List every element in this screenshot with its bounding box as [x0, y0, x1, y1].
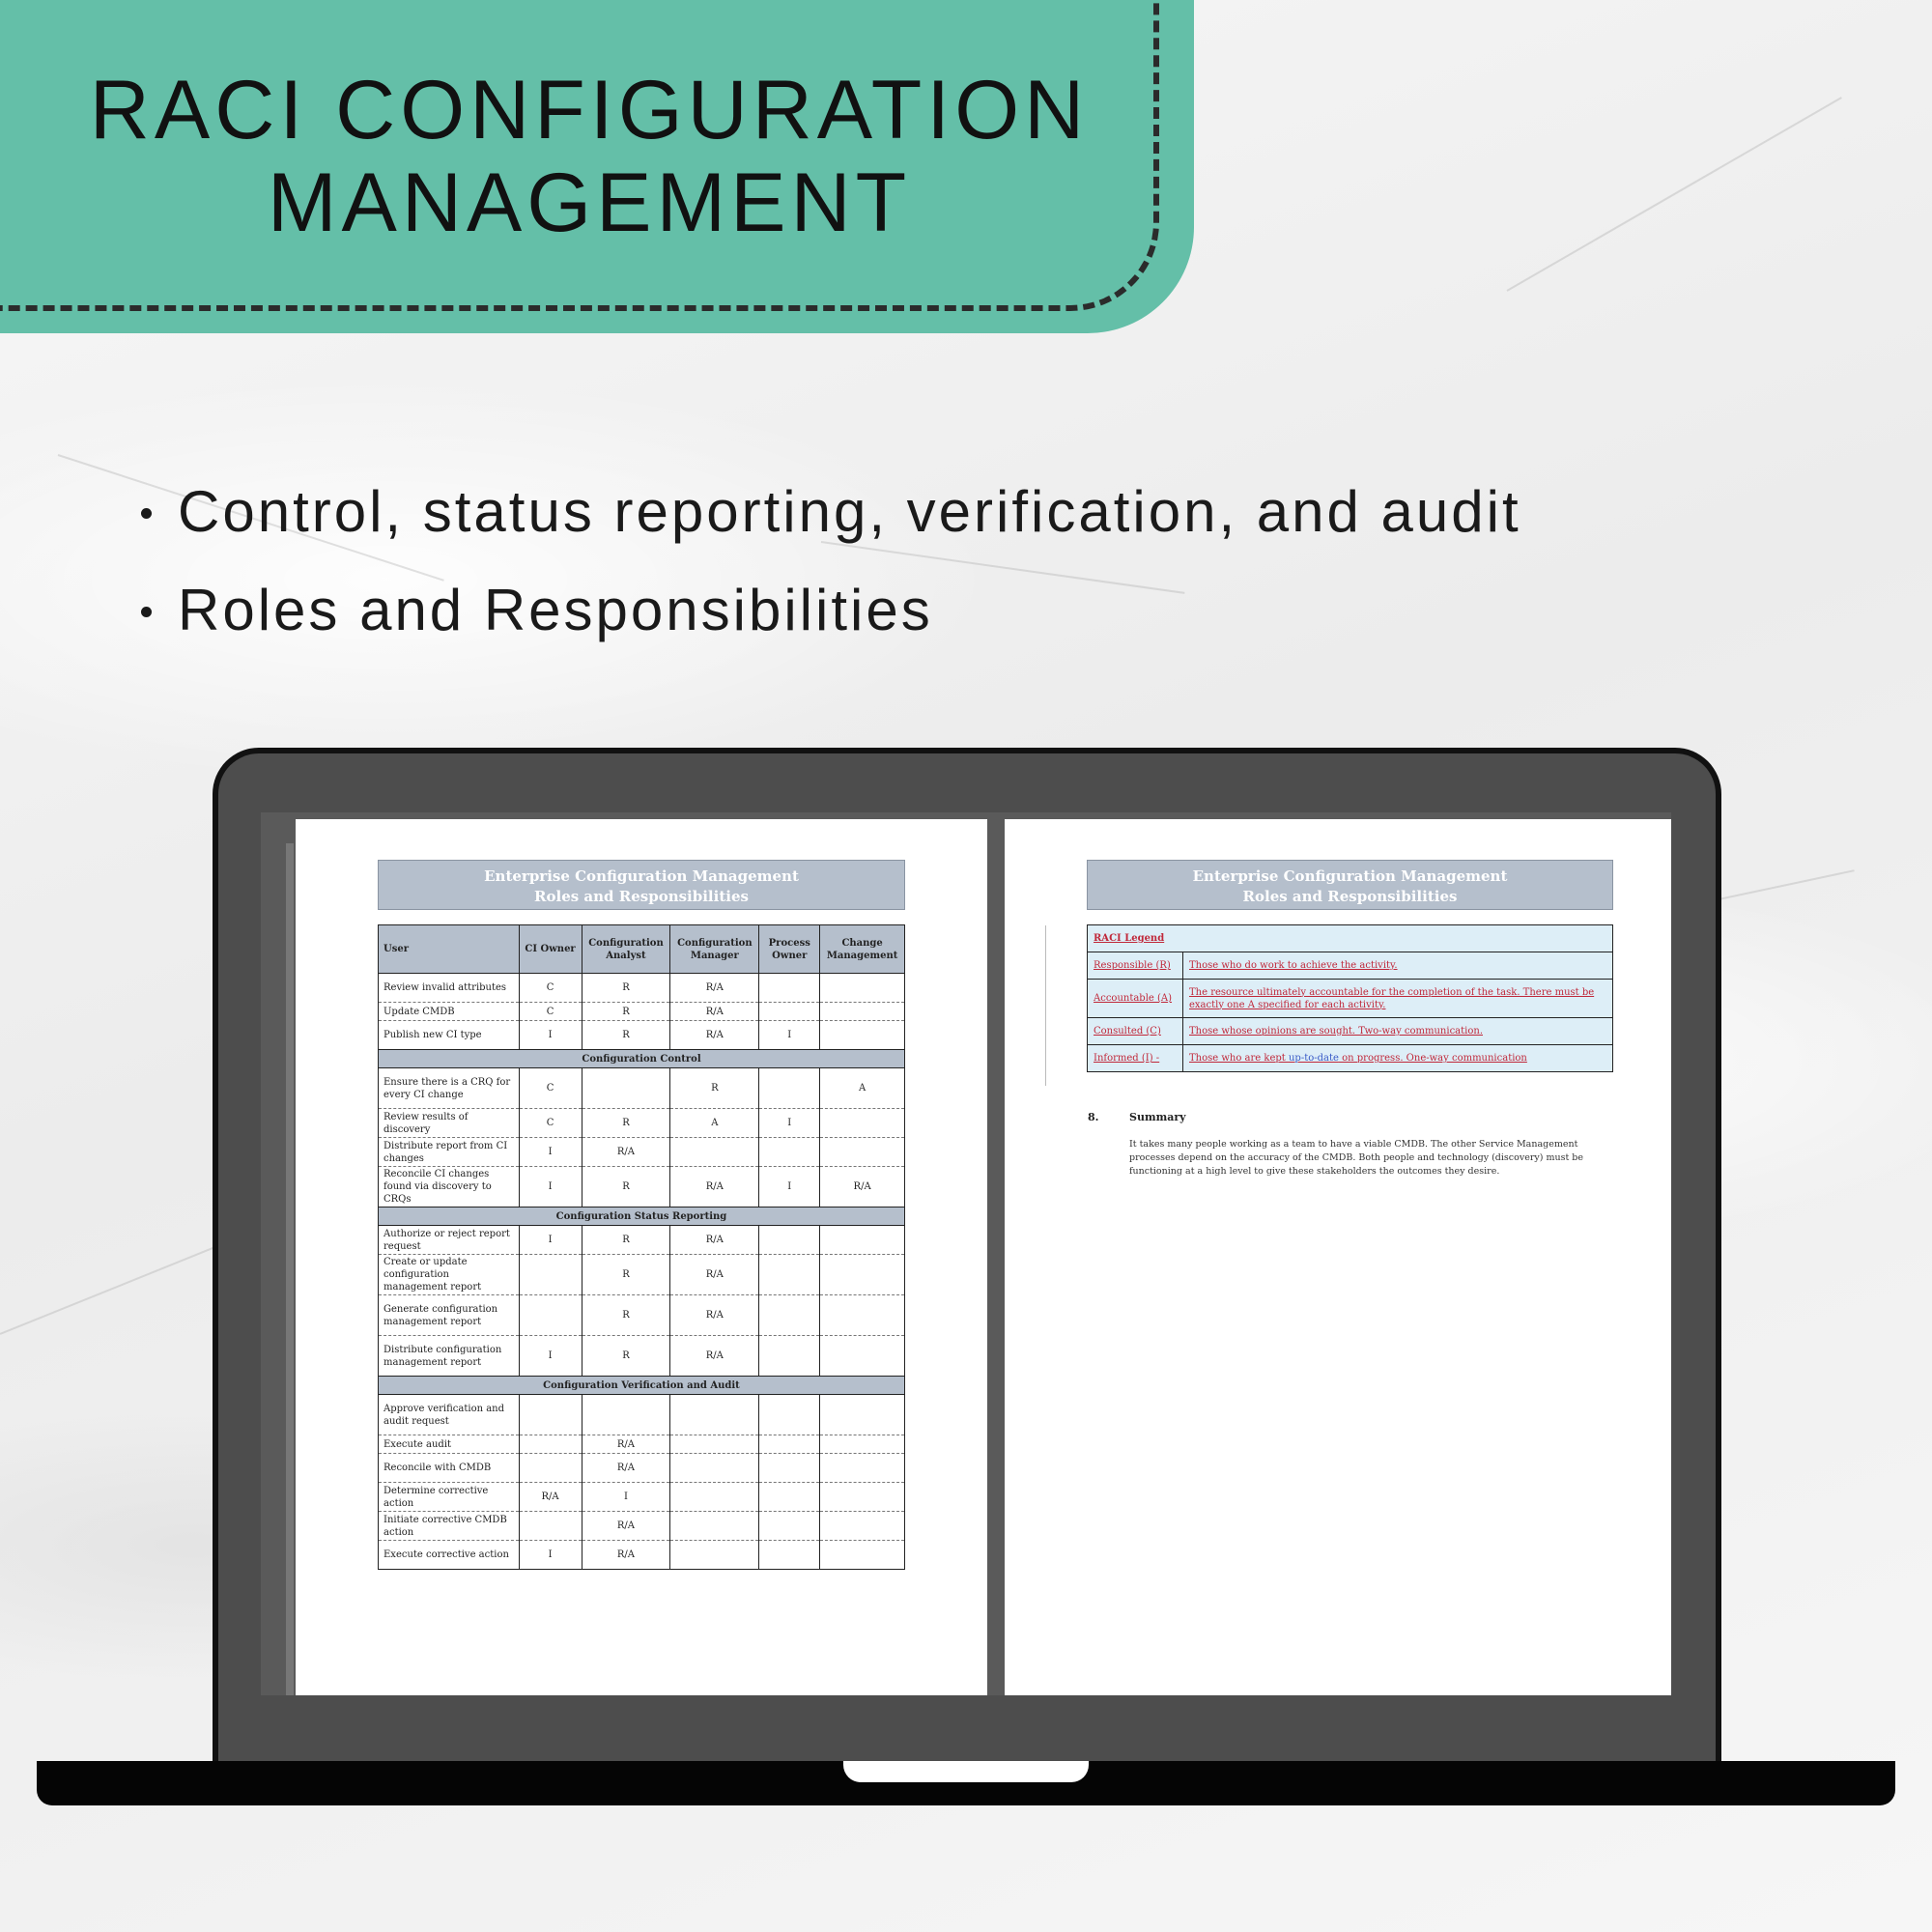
- raci-cell: R/A: [670, 974, 759, 1003]
- activity-cell: Ensure there is a CRQ for every CI change: [379, 1068, 520, 1109]
- raci-cell: R/A: [820, 1167, 905, 1208]
- table-row: [379, 1336, 905, 1377]
- raci-cell: [519, 1454, 582, 1483]
- raci-cell: [759, 1454, 820, 1483]
- raci-cell: R/A: [670, 1003, 759, 1021]
- feature-bullets: [135, 473, 1521, 670]
- legend-label: Consulted (C): [1088, 1018, 1183, 1045]
- raci-cell: [582, 1068, 670, 1109]
- table-row: [379, 1167, 905, 1208]
- raci-cell: R/A: [670, 1255, 759, 1295]
- raci-cell: [820, 974, 905, 1003]
- activity-cell: Update CMDB: [379, 1003, 520, 1021]
- page-edge-shadow: [286, 843, 294, 1695]
- raci-cell: [820, 1021, 905, 1050]
- raci-cell: R: [582, 1336, 670, 1377]
- raci-cell: [759, 1003, 820, 1021]
- activity-cell: Reconcile CI changes found via discovery to CRQs: [379, 1167, 520, 1208]
- raci-cell: [670, 1454, 759, 1483]
- section-header-row: [379, 1377, 905, 1395]
- summary-section-number: 8.: [1088, 1111, 1099, 1123]
- raci-cell: R/A: [582, 1541, 670, 1570]
- raci-cell: [759, 1138, 820, 1167]
- legend-title: RACI Legend: [1088, 925, 1613, 952]
- table-row: [379, 1512, 905, 1541]
- legend-text: Those whose opinions are sought. Two-way communication.: [1183, 1018, 1613, 1045]
- activity-cell: Initiate corrective CMDB action: [379, 1512, 520, 1541]
- table-row: [379, 1483, 905, 1512]
- activity-cell: Execute audit: [379, 1435, 520, 1454]
- raci-cell: R: [582, 1021, 670, 1050]
- column-header: User: [379, 925, 520, 974]
- table-row: [379, 1295, 905, 1336]
- legend-text: Those who are kept up-to-date on progress. One-way communication: [1183, 1045, 1613, 1072]
- table-row: [379, 1021, 905, 1050]
- raci-cell: R/A: [582, 1512, 670, 1541]
- table-row: [379, 1003, 905, 1021]
- raci-cell: C: [519, 1003, 582, 1021]
- raci-cell: R: [582, 974, 670, 1003]
- activity-cell: Publish new CI type: [379, 1021, 520, 1050]
- raci-cell: R/A: [582, 1138, 670, 1167]
- raci-cell: [820, 1435, 905, 1454]
- column-header: Change Management: [820, 925, 905, 974]
- raci-cell: R: [582, 1167, 670, 1208]
- raci-cell: I: [519, 1336, 582, 1377]
- activity-cell: Execute corrective action: [379, 1541, 520, 1570]
- table-row: [379, 1109, 905, 1138]
- raci-cell: I: [519, 1226, 582, 1255]
- raci-table-body: [379, 974, 905, 1570]
- raci-cell: R/A: [670, 1226, 759, 1255]
- raci-cell: [820, 1255, 905, 1295]
- raci-cell: [759, 1541, 820, 1570]
- raci-cell: [670, 1483, 759, 1512]
- raci-cell: C: [519, 1109, 582, 1138]
- raci-cell: I: [519, 1541, 582, 1570]
- raci-table: [378, 924, 905, 1570]
- activity-cell: Create or update configuration management report: [379, 1255, 520, 1295]
- raci-cell: I: [519, 1138, 582, 1167]
- summary-heading: Summary: [1129, 1111, 1186, 1123]
- raci-cell: [670, 1395, 759, 1435]
- raci-cell: [582, 1395, 670, 1435]
- section-header-row: [379, 1050, 905, 1068]
- raci-cell: R: [582, 1109, 670, 1138]
- activity-cell: Review results of discovery: [379, 1109, 520, 1138]
- raci-cell: R: [582, 1255, 670, 1295]
- raci-cell: [519, 1512, 582, 1541]
- raci-cell: [519, 1395, 582, 1435]
- legend-text: Those who do work to achieve the activity.: [1183, 952, 1613, 980]
- raci-cell: [820, 1138, 905, 1167]
- table-row: [379, 1226, 905, 1255]
- raci-cell: [820, 1454, 905, 1483]
- legend-title-row: [1088, 925, 1613, 952]
- title-line-2: MANAGEMENT: [267, 156, 912, 249]
- raci-cell: I: [759, 1167, 820, 1208]
- raci-cell: [820, 1295, 905, 1336]
- marble-vein: [0, 1239, 233, 1335]
- activity-cell: Distribute configuration management report: [379, 1336, 520, 1377]
- legend-row: [1088, 952, 1613, 980]
- table-row: [379, 1255, 905, 1295]
- raci-cell: [820, 1512, 905, 1541]
- raci-cell: [670, 1541, 759, 1570]
- legend-label: Responsible (R): [1088, 952, 1183, 980]
- raci-cell: [820, 1395, 905, 1435]
- raci-cell: I: [759, 1021, 820, 1050]
- raci-cell: [820, 1541, 905, 1570]
- bullet-item: Control, status reporting, verification, and audit: [135, 473, 1521, 572]
- raci-cell: [519, 1435, 582, 1454]
- raci-cell: I: [759, 1109, 820, 1138]
- activity-cell: Distribute report from CI changes: [379, 1138, 520, 1167]
- raci-cell: R/A: [582, 1454, 670, 1483]
- raci-cell: [759, 1295, 820, 1336]
- raci-cell: [670, 1138, 759, 1167]
- activity-cell: Generate configuration management report: [379, 1295, 520, 1336]
- raci-cell: A: [670, 1109, 759, 1138]
- section-header: Configuration Status Reporting: [379, 1208, 905, 1226]
- raci-cell: [759, 1483, 820, 1512]
- table-row: [379, 1541, 905, 1570]
- raci-cell: R/A: [519, 1483, 582, 1512]
- raci-cell: R/A: [670, 1336, 759, 1377]
- laptop-notch: [843, 1761, 1089, 1782]
- table-row: [379, 974, 905, 1003]
- bullet-dot-icon: [141, 607, 152, 617]
- raci-cell: I: [519, 1021, 582, 1050]
- section-header-row: [379, 1208, 905, 1226]
- activity-cell: Approve verification and audit request: [379, 1395, 520, 1435]
- section-header: Configuration Control: [379, 1050, 905, 1068]
- raci-cell: [759, 1512, 820, 1541]
- activity-cell: Determine corrective action: [379, 1483, 520, 1512]
- raci-cell: I: [582, 1483, 670, 1512]
- marble-vein: [1507, 97, 1842, 292]
- table-row: [379, 1435, 905, 1454]
- raci-cell: R/A: [582, 1435, 670, 1454]
- raci-cell: [820, 1226, 905, 1255]
- raci-cell: [670, 1435, 759, 1454]
- legend-row: [1088, 980, 1613, 1018]
- raci-cell: [519, 1295, 582, 1336]
- activity-cell: Review invalid attributes: [379, 974, 520, 1003]
- legend-label: Accountable (A): [1088, 980, 1183, 1018]
- column-header: Configuration Analyst: [582, 925, 670, 974]
- raci-cell: [670, 1512, 759, 1541]
- table-row: [379, 1138, 905, 1167]
- raci-cell: [759, 1336, 820, 1377]
- bullet-dot-icon: [141, 508, 152, 519]
- title-line-1: RACI CONFIGURATION: [89, 64, 1090, 156]
- column-header: Configuration Manager: [670, 925, 759, 974]
- table-row: [379, 1068, 905, 1109]
- title-banner: [0, 0, 1194, 333]
- raci-cell: [759, 1255, 820, 1295]
- column-header: CI Owner: [519, 925, 582, 974]
- activity-cell: Authorize or reject report request: [379, 1226, 520, 1255]
- legend-text: The resource ultimately accountable for the completion of the task. There must be exactly one A specified for each activity.: [1183, 980, 1613, 1018]
- raci-cell: [759, 1068, 820, 1109]
- document-header-right: Enterprise Configuration Management Roles and Responsibilities: [1087, 860, 1613, 910]
- legend-row: [1088, 1045, 1613, 1072]
- legend-row: [1088, 1018, 1613, 1045]
- raci-cell: R/A: [670, 1021, 759, 1050]
- column-header: Process Owner: [759, 925, 820, 974]
- raci-header-row: [379, 925, 905, 974]
- activity-cell: Reconcile with CMDB: [379, 1454, 520, 1483]
- bullet-item: Roles and Responsibilities: [135, 572, 1521, 670]
- raci-cell: I: [519, 1167, 582, 1208]
- raci-cell: A: [820, 1068, 905, 1109]
- raci-cell: [759, 1226, 820, 1255]
- raci-cell: [820, 1483, 905, 1512]
- summary-paragraph: It takes many people working as a team to have a viable CMDB. The other Service Management processes depend on the accuracy of the CMDB. Both people and technology (discovery) must be functioning at a high level to give these stakeholders the outcomes they desire.: [1129, 1139, 1583, 1177]
- raci-cell: [820, 1336, 905, 1377]
- raci-cell: C: [519, 1068, 582, 1109]
- raci-cell: R: [582, 1226, 670, 1255]
- raci-cell: R: [582, 1003, 670, 1021]
- table-row: [379, 1454, 905, 1483]
- raci-cell: [759, 974, 820, 1003]
- raci-cell: [759, 1435, 820, 1454]
- margin-rule: [1045, 925, 1046, 1086]
- table-row: [379, 1395, 905, 1435]
- page-title: [39, 64, 1140, 249]
- legend-label: Informed (I) -: [1088, 1045, 1183, 1072]
- raci-cell: C: [519, 974, 582, 1003]
- raci-cell: [820, 1003, 905, 1021]
- spellcheck-highlight: up-to-date: [1288, 1053, 1339, 1064]
- raci-cell: [519, 1255, 582, 1295]
- raci-legend-table: [1087, 924, 1613, 1072]
- raci-cell: R: [670, 1068, 759, 1109]
- raci-cell: [759, 1395, 820, 1435]
- document-header-left: Enterprise Configuration Management Roles and Responsibilities: [378, 860, 905, 910]
- raci-cell: R: [582, 1295, 670, 1336]
- section-header: Configuration Verification and Audit: [379, 1377, 905, 1395]
- raci-cell: R/A: [670, 1167, 759, 1208]
- raci-cell: R/A: [670, 1295, 759, 1336]
- raci-cell: [820, 1109, 905, 1138]
